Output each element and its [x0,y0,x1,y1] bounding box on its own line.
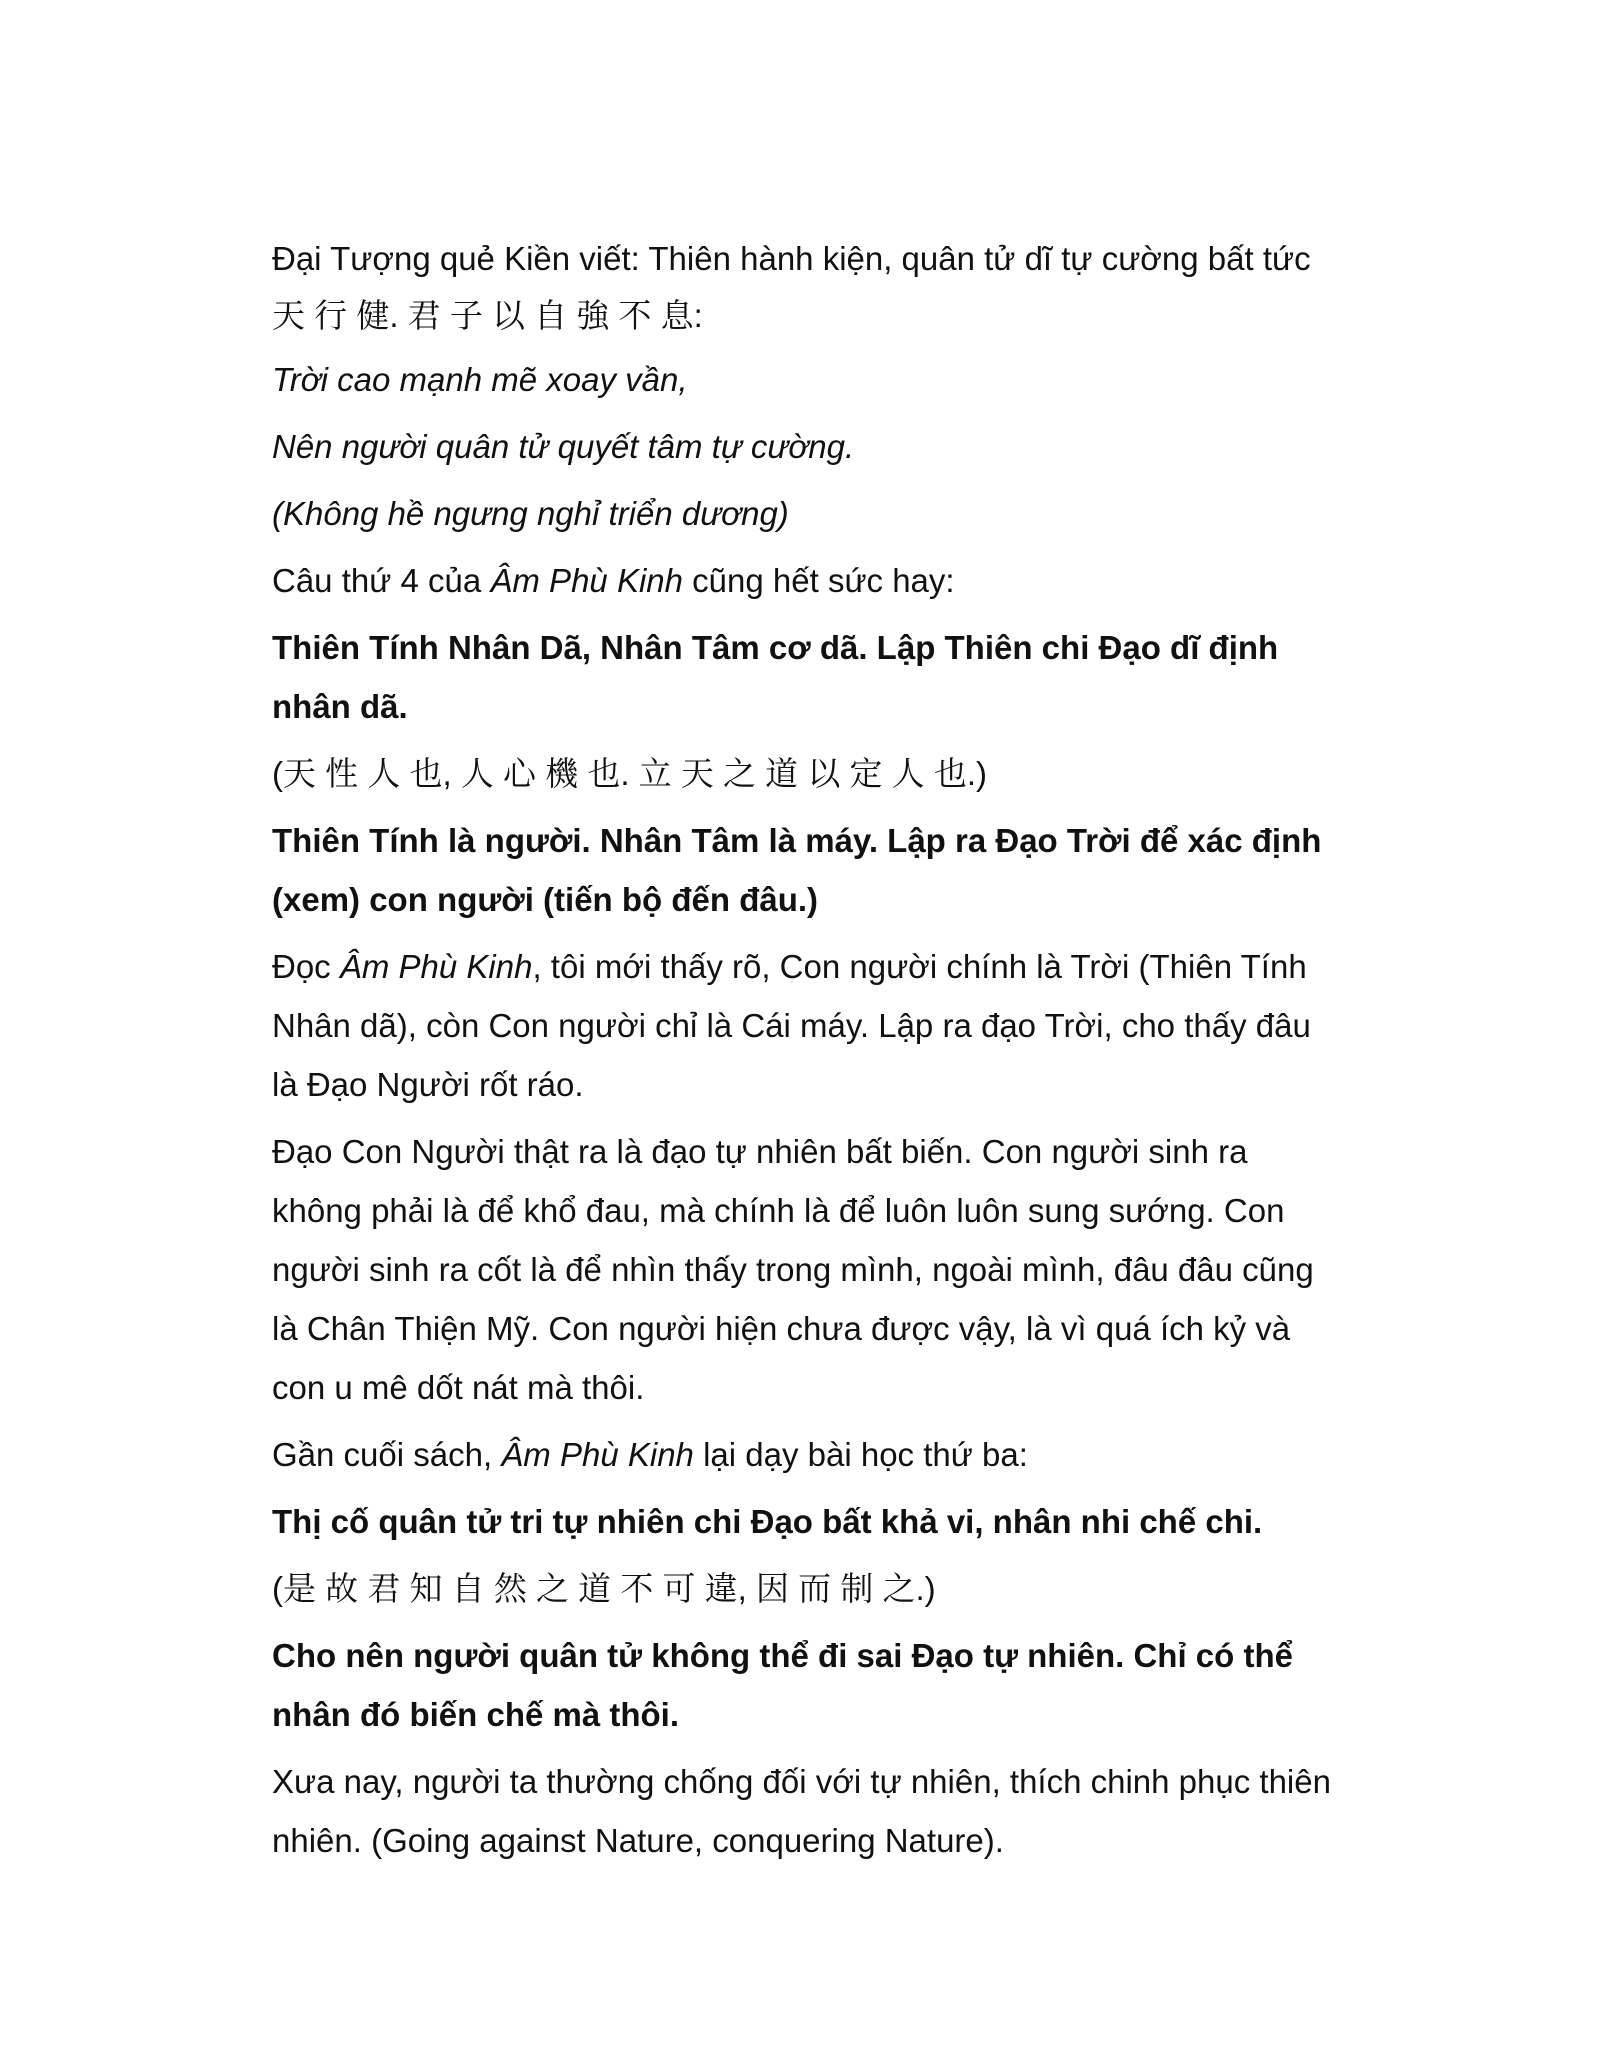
paragraph-cau-thu-4 [272,551,1342,610]
book-title: Âm Phù Kinh [501,1436,694,1473]
verse-line-3: (Không hề ngưng nghỉ triển dương) [272,495,789,532]
chinese-quote-1: (天 性 人 也, 人 心 機 也. 立 天 之 道 以 定 人 也.) [272,755,988,792]
quote-thien-tinh: Thiên Tính Nhân Dã, Nhân Tâm cơ dã. Lập Thiên chi Đạo dĩ định nhân dã. [272,629,1279,725]
paragraph-dai-tuong: Đại Tượng quẻ Kiền viết: Thiên hành kiện, quân tử dĩ tự cường bất tức 天 行 健. 君 子 以 自 強 不 息: [272,240,1311,334]
book-title: Âm Phù Kinh [490,562,683,599]
text-run: lại dạy bài học thứ ba: [693,1436,1028,1473]
paragraph-xua-nay: Xưa nay, người ta thường chống đối với tự nhiên, thích chinh phục thiên nhiên. (Going against Nature, conquering Nature). [272,1763,1331,1859]
verse-line-1: Trời cao mạnh mẽ xoay vần, [272,361,688,398]
document-page [272,230,1342,1878]
text-run: Câu thứ 4 của [272,562,491,599]
paragraph-doc-am-phu-kinh [272,937,1342,1114]
text-run: , tôi mới thấy rõ, Con người chính là Trời (Thiên Tính Nhân dã), còn Con người chỉ là Cái máy. Lập ra đạo Trời, cho thấy đâu là Đạo Người rốt ráo. [272,948,1311,1103]
chinese-quote-2: (是 故 君 知 自 然 之 道 不 可 違, 因 而 制 之.) [272,1570,936,1607]
quote-thi-co: Thị cố quân tử tri tự nhiên chi Đạo bất khả vi, nhân nhi chế chi. [272,1503,1263,1540]
text-run: cũng hết sức hay: [683,562,955,599]
translation-cho-nen: Cho nên người quân tử không thể đi sai Đạo tự nhiên. Chỉ có thể nhân đó biến chế mà thôi. [272,1637,1293,1733]
translation-thien-tinh: Thiên Tính là người. Nhân Tâm là máy. Lập ra Đạo Trời để xác định (xem) con người (tiến bộ đến đâu.) [272,822,1322,918]
paragraph-dao-con-nguoi: Đạo Con Người thật ra là đạo tự nhiên bất biến. Con người sinh ra không phải là để khổ đau, mà chính là để luôn luôn sung sướng. Con người sinh ra cốt là để nhìn thấy trong mình, ngoài mình, đâu đâu cũng là Chân Thiện Mỹ. Con người hiện chưa được vậy, là vì quá ích kỷ và con u mê dốt nát mà thôi. [272,1133,1314,1406]
verse-line-2: Nên người quân tử quyết tâm tự cường. [272,428,855,465]
text-run: Đọc [272,948,340,985]
paragraph-gan-cuoi-sach [272,1425,1342,1484]
book-title: Âm Phù Kinh [339,948,533,985]
text-run: Gần cuối sách, [272,1436,502,1473]
